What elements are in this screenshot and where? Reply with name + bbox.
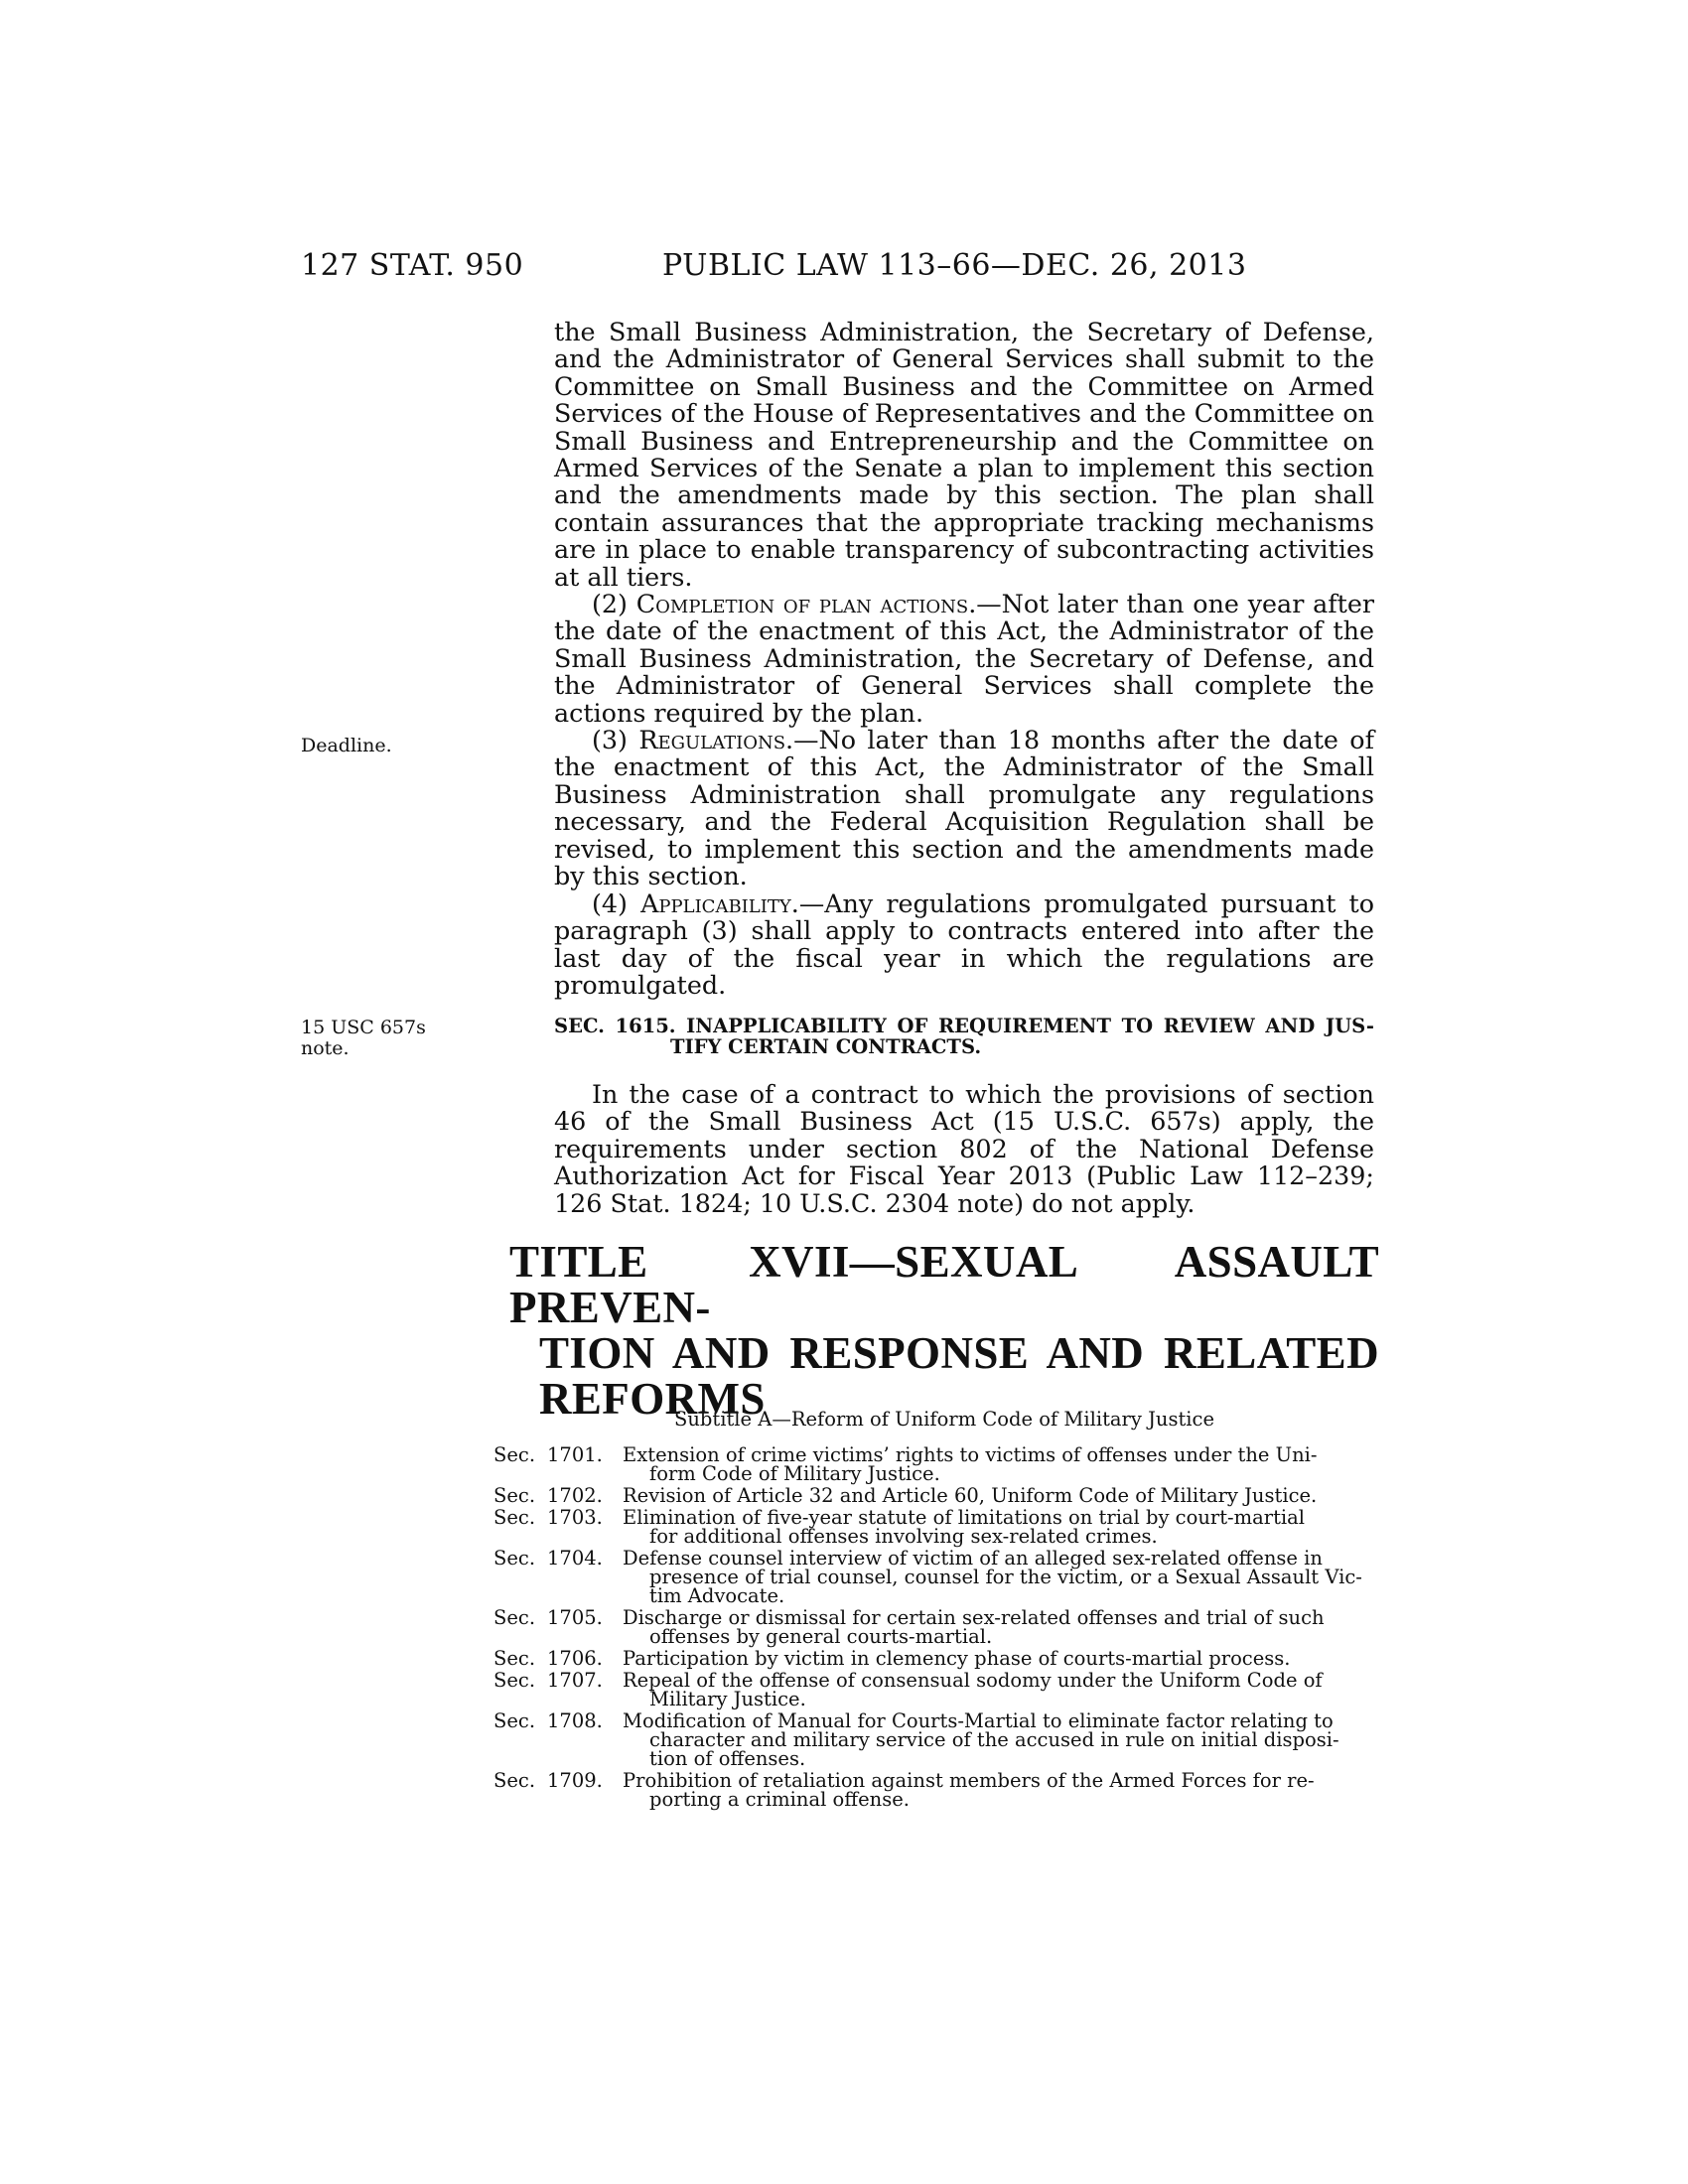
section-heading-line: SEC. 1615. INAPPLICABILITY OF REQUIREMENT TO REVIEW AND JUS-	[554, 1015, 1374, 1037]
paragraph-heading: Applicability.	[640, 888, 799, 918]
toc-entry-title	[623, 1649, 1374, 1668]
toc-line: porting a criminal offense.	[649, 1788, 910, 1811]
toc-sec-num: 1705.	[547, 1606, 603, 1629]
toc-line: for additional offenses involving sex-related crimes.	[649, 1525, 1158, 1548]
toc-entry-title	[623, 1445, 1374, 1483]
toc-entry	[493, 1445, 1374, 1483]
toc-sec-label: Sec.	[493, 1709, 536, 1732]
toc-sec-num: 1709.	[547, 1769, 603, 1792]
toc-sec-num: 1702.	[547, 1484, 603, 1507]
toc-line: Elimination of five-year statute of limitations on trial by court-martial	[623, 1506, 1306, 1529]
toc-entry	[493, 1671, 1374, 1708]
toc-section-number	[493, 1711, 623, 1768]
section-1615-body: In the case of a contract to which the provisions of section 46 of the Small Business Act (15 U.S.C. 657s) apply, the requirements under section 802 of the National Defense Authorization Act for Fiscal Year 2013 (Public Law 112–239; 126 Stat. 1824; 10 U.S.C. 2304 note) do not apply.	[554, 1079, 1374, 1218]
paragraph-text: —Any regulations promulgated pursuant to paragraph (3) shall apply to contracts entered into after the last day of the fiscal year in which the regulations are promulgated.	[554, 888, 1375, 1001]
toc-entry	[493, 1608, 1374, 1646]
toc-line: Military Justice.	[649, 1688, 806, 1710]
toc-entry	[493, 1508, 1374, 1546]
toc-sec-num: 1708.	[547, 1709, 603, 1732]
toc-entry-title	[623, 1486, 1374, 1505]
continuation-paragraph: the Small Business Administration, the Secretary of Defense, and the Administrator of General Services shall submit to the Committee on Small Business and the Committee on Armed Services of the House of Representatives and the Committee on Small Business and Entrepreneurship and the Committee on Armed Services of the Senate a plan to implement this section and the amendments made by this section. The plan shall contain assurances that the appropriate tracking mechanisms are in place to enable transparency of subcontracting activities at all tiers.	[554, 317, 1374, 592]
toc-sec-label: Sec.	[493, 1769, 536, 1792]
toc-entry-title	[623, 1771, 1374, 1809]
toc-section-number	[493, 1671, 623, 1708]
subtitle-a-heading: Subtitle A—Reform of Uniform Code of Military Justice	[673, 1408, 1215, 1431]
toc-sec-label: Sec.	[493, 1443, 536, 1466]
toc-entry-title	[623, 1711, 1374, 1768]
page-stat-reference: 127 STAT. 950	[301, 248, 524, 283]
title-heading	[509, 1239, 1379, 1422]
toc-section-number	[493, 1771, 623, 1809]
toc-entry-title	[623, 1549, 1374, 1605]
toc-line: Participation by victim in clemency phase of courts-martial process.	[623, 1647, 1291, 1670]
toc-line: Modification of Manual for Courts-Martial to eliminate factor relating to	[623, 1709, 1334, 1732]
toc-sec-label: Sec.	[493, 1647, 536, 1670]
toc-entry	[493, 1486, 1374, 1505]
toc-entry-title	[623, 1671, 1374, 1708]
toc-sec-num: 1707.	[547, 1669, 603, 1692]
toc-line: Repeal of the offense of consensual sodomy under the Uniform Code of	[623, 1669, 1323, 1692]
toc-section-number	[493, 1445, 623, 1483]
margin-note-line: 15 USC 657s	[301, 1017, 426, 1038]
toc-entry-title	[623, 1508, 1374, 1546]
section-heading-line: TIFY CERTAIN CONTRACTS.	[670, 1035, 982, 1058]
section-1615-heading	[554, 1016, 1374, 1057]
paragraph-regulations	[554, 727, 1374, 889]
toc-section-number	[493, 1549, 623, 1605]
toc-entry	[493, 1771, 1374, 1809]
toc-section-number	[493, 1649, 623, 1668]
toc-sec-label: Sec.	[493, 1606, 536, 1629]
toc-entry-title	[623, 1608, 1374, 1646]
toc-line: Defense counsel interview of victim of an alleged sex-related offense in	[623, 1547, 1323, 1570]
toc-line: character and military service of the accused in rule on initial disposi-	[649, 1728, 1339, 1751]
title-xvii-heading	[509, 1239, 1379, 1422]
table-of-contents	[493, 1445, 1374, 1812]
paragraph-text: —Not later than one year after the date of the enactment of this Act, the Administrator of the Small Business Administration, the Secretary of Defense, and the Administrator of General Services shall complete the actions required by the plan.	[554, 589, 1374, 728]
title-line: REFORMS	[539, 1374, 766, 1424]
toc-line: Prohibition of retaliation against members of the Armed Forces for re-	[623, 1769, 1315, 1792]
paragraph-heading: Completion of plan actions.	[635, 589, 977, 618]
paragraph-completion-of-plan-actions	[554, 591, 1374, 727]
toc-section-number	[493, 1508, 623, 1546]
toc-sec-num: 1704.	[547, 1547, 603, 1570]
paragraph-number: (3)	[592, 725, 628, 754]
toc-sec-label: Sec.	[493, 1669, 536, 1692]
toc-line: offenses by general courts-martial.	[649, 1625, 993, 1648]
toc-sec-label: Sec.	[493, 1547, 536, 1570]
margin-note-line: note.	[301, 1037, 350, 1059]
margin-note-deadline: Deadline.	[301, 735, 392, 756]
paragraph-number: (2)	[592, 589, 628, 618]
margin-note-usc-citation	[301, 1018, 426, 1059]
running-header-title: PUBLIC LAW 113–66—DEC. 26, 2013	[662, 248, 1247, 283]
paragraph-heading: Regulations.	[638, 725, 794, 754]
toc-line: tion of offenses.	[649, 1747, 806, 1770]
toc-section-number	[493, 1608, 623, 1646]
toc-line: form Code of Military Justice.	[649, 1462, 940, 1485]
toc-entry	[493, 1649, 1374, 1668]
toc-sec-label: Sec.	[493, 1506, 536, 1529]
title-line: TITLE XVII—SEXUAL ASSAULT PREVEN-	[509, 1237, 1379, 1332]
paragraph-number: (4)	[592, 888, 628, 918]
toc-line: Revision of Article 32 and Article 60, Uniform Code of Military Justice.	[623, 1484, 1318, 1507]
section-1615-text	[554, 1081, 1374, 1217]
toc-line: presence of trial counsel, counsel for the victim, or a Sexual Assault Vic-	[649, 1566, 1362, 1588]
toc-line: Discharge or dismissal for certain sex-related offenses and trial of such	[623, 1606, 1325, 1629]
paragraph-text: —No later than 18 months after the date of the enactment of this Act, the Administrator of the Small Business Administration shall promulgate any regulations necessary, and the Federal Acquisition Regulation shall be revised, to implement this section and the amendments made by this section.	[554, 725, 1374, 891]
toc-entry	[493, 1549, 1374, 1605]
title-line: TION AND RESPONSE AND RELATED	[539, 1328, 1379, 1378]
toc-sec-num: 1703.	[547, 1506, 603, 1529]
toc-section-number	[493, 1486, 623, 1505]
toc-sec-label: Sec.	[493, 1484, 536, 1507]
toc-entry	[493, 1711, 1374, 1768]
toc-sec-num: 1701.	[547, 1443, 603, 1466]
paragraph-applicability	[554, 890, 1374, 1000]
toc-sec-num: 1706.	[547, 1647, 603, 1670]
toc-line: tim Advocate.	[649, 1584, 785, 1607]
toc-line: Extension of crime victims’ rights to victims of offenses under the Uni-	[623, 1443, 1318, 1466]
